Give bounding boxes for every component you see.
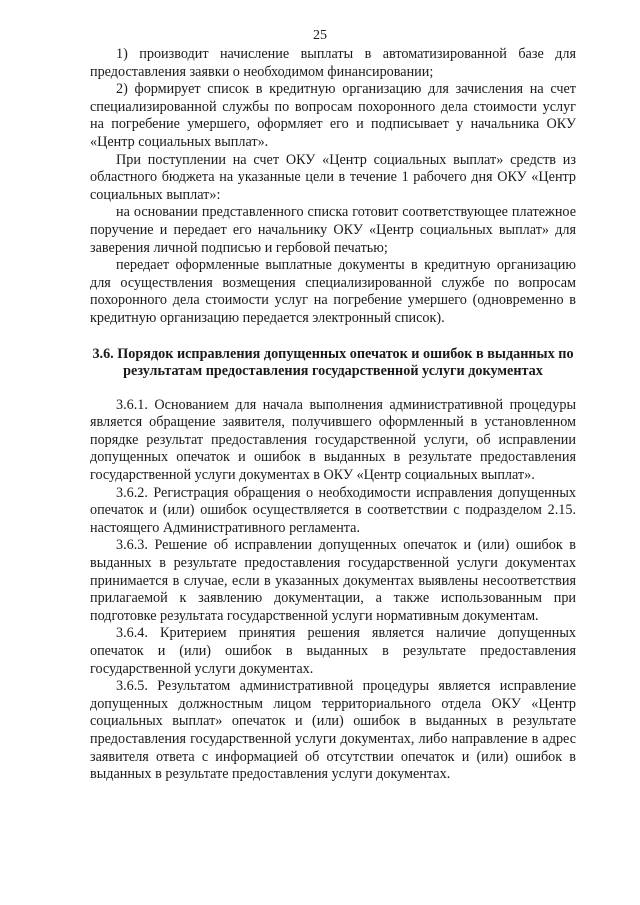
paragraph: 1) производит начисление выплаты в автоматизированной базе для предоставления заявки о необходимом финансировании; [90, 46, 576, 80]
paragraph: передает оформленные выплатные документы в кредитную организацию для осуществления возмещения специализированной службе по вопросам похоронного дела стоимости услуг на погребение умершего (одновременно в кредитную организацию передается электронный список). [90, 257, 576, 326]
paragraph: на основании представленного списка готовит соответствующее платежное поручение и передает его начальнику ОКУ «Центр социальных выплат» для заверения личной подписью и гербовой печатью; [90, 204, 576, 256]
section-paragraph: 3.6.3. Решение об исправлении допущенных опечаток и (или) ошибок в выданных в результате предоставления государственной услуги документах принимается в случае, если в указанных документах выявлены несоответствия прилагаемой к заявлению документации, а также использованным при подготовке результата государственной услуги нормативным документам. [90, 537, 576, 624]
section-paragraph: 3.6.4. Критерием принятия решения является наличие допущенных опечаток и (или) ошибок в выданных в результате предоставления государственной услуги документах. [90, 625, 576, 677]
section-heading: 3.6. Порядок исправления допущенных опечаток и ошибок в выданных по результатам предоставления государственной услуги документах [92, 345, 574, 380]
page-number: 25 [313, 28, 327, 43]
paragraph: При поступлении на счет ОКУ «Центр социальных выплат» средств из областного бюджета на указанные цели в течение 1 рабочего дня ОКУ «Центр социальных выплат»: [90, 151, 576, 203]
paragraph: 2) формирует список в кредитную организацию для зачисления на счет специализированной службы по вопросам похоронного дела стоимости услуг на погребение умершего, оформляет его и подписывает у начальника ОКУ «Центр социальных выплат». [90, 81, 576, 150]
document-body [90, 46, 576, 784]
section-paragraph: 3.6.5. Результатом административной процедуры является исправление допущенных должностным лицом территориального отдела ОКУ «Центр социальных выплат» опечаток и (или) ошибок в выданных в результате предоставления государственной услуги документах, либо направление в адрес заявителя ответа с информацией об отсутствии опечаток и (или) ошибок в выданных в результате предоставления услуги документах. [90, 678, 576, 783]
section-paragraph: 3.6.1. Основанием для начала выполнения административной процедуры является обращение заявителя, получившего оформленный в установленном порядке результат предоставления государственной услуги, об исправлении допущенных опечаток и ошибок в выданных в результате предоставления государственной услуги документах в ОКУ «Центр социальных выплат». [90, 396, 576, 484]
section-paragraph: 3.6.2. Регистрация обращения о необходимости исправления допущенных опечаток и (или) ошибок осуществляется в соответствии с подразделом 2.15. настоящего Административного регламента. [90, 484, 576, 536]
